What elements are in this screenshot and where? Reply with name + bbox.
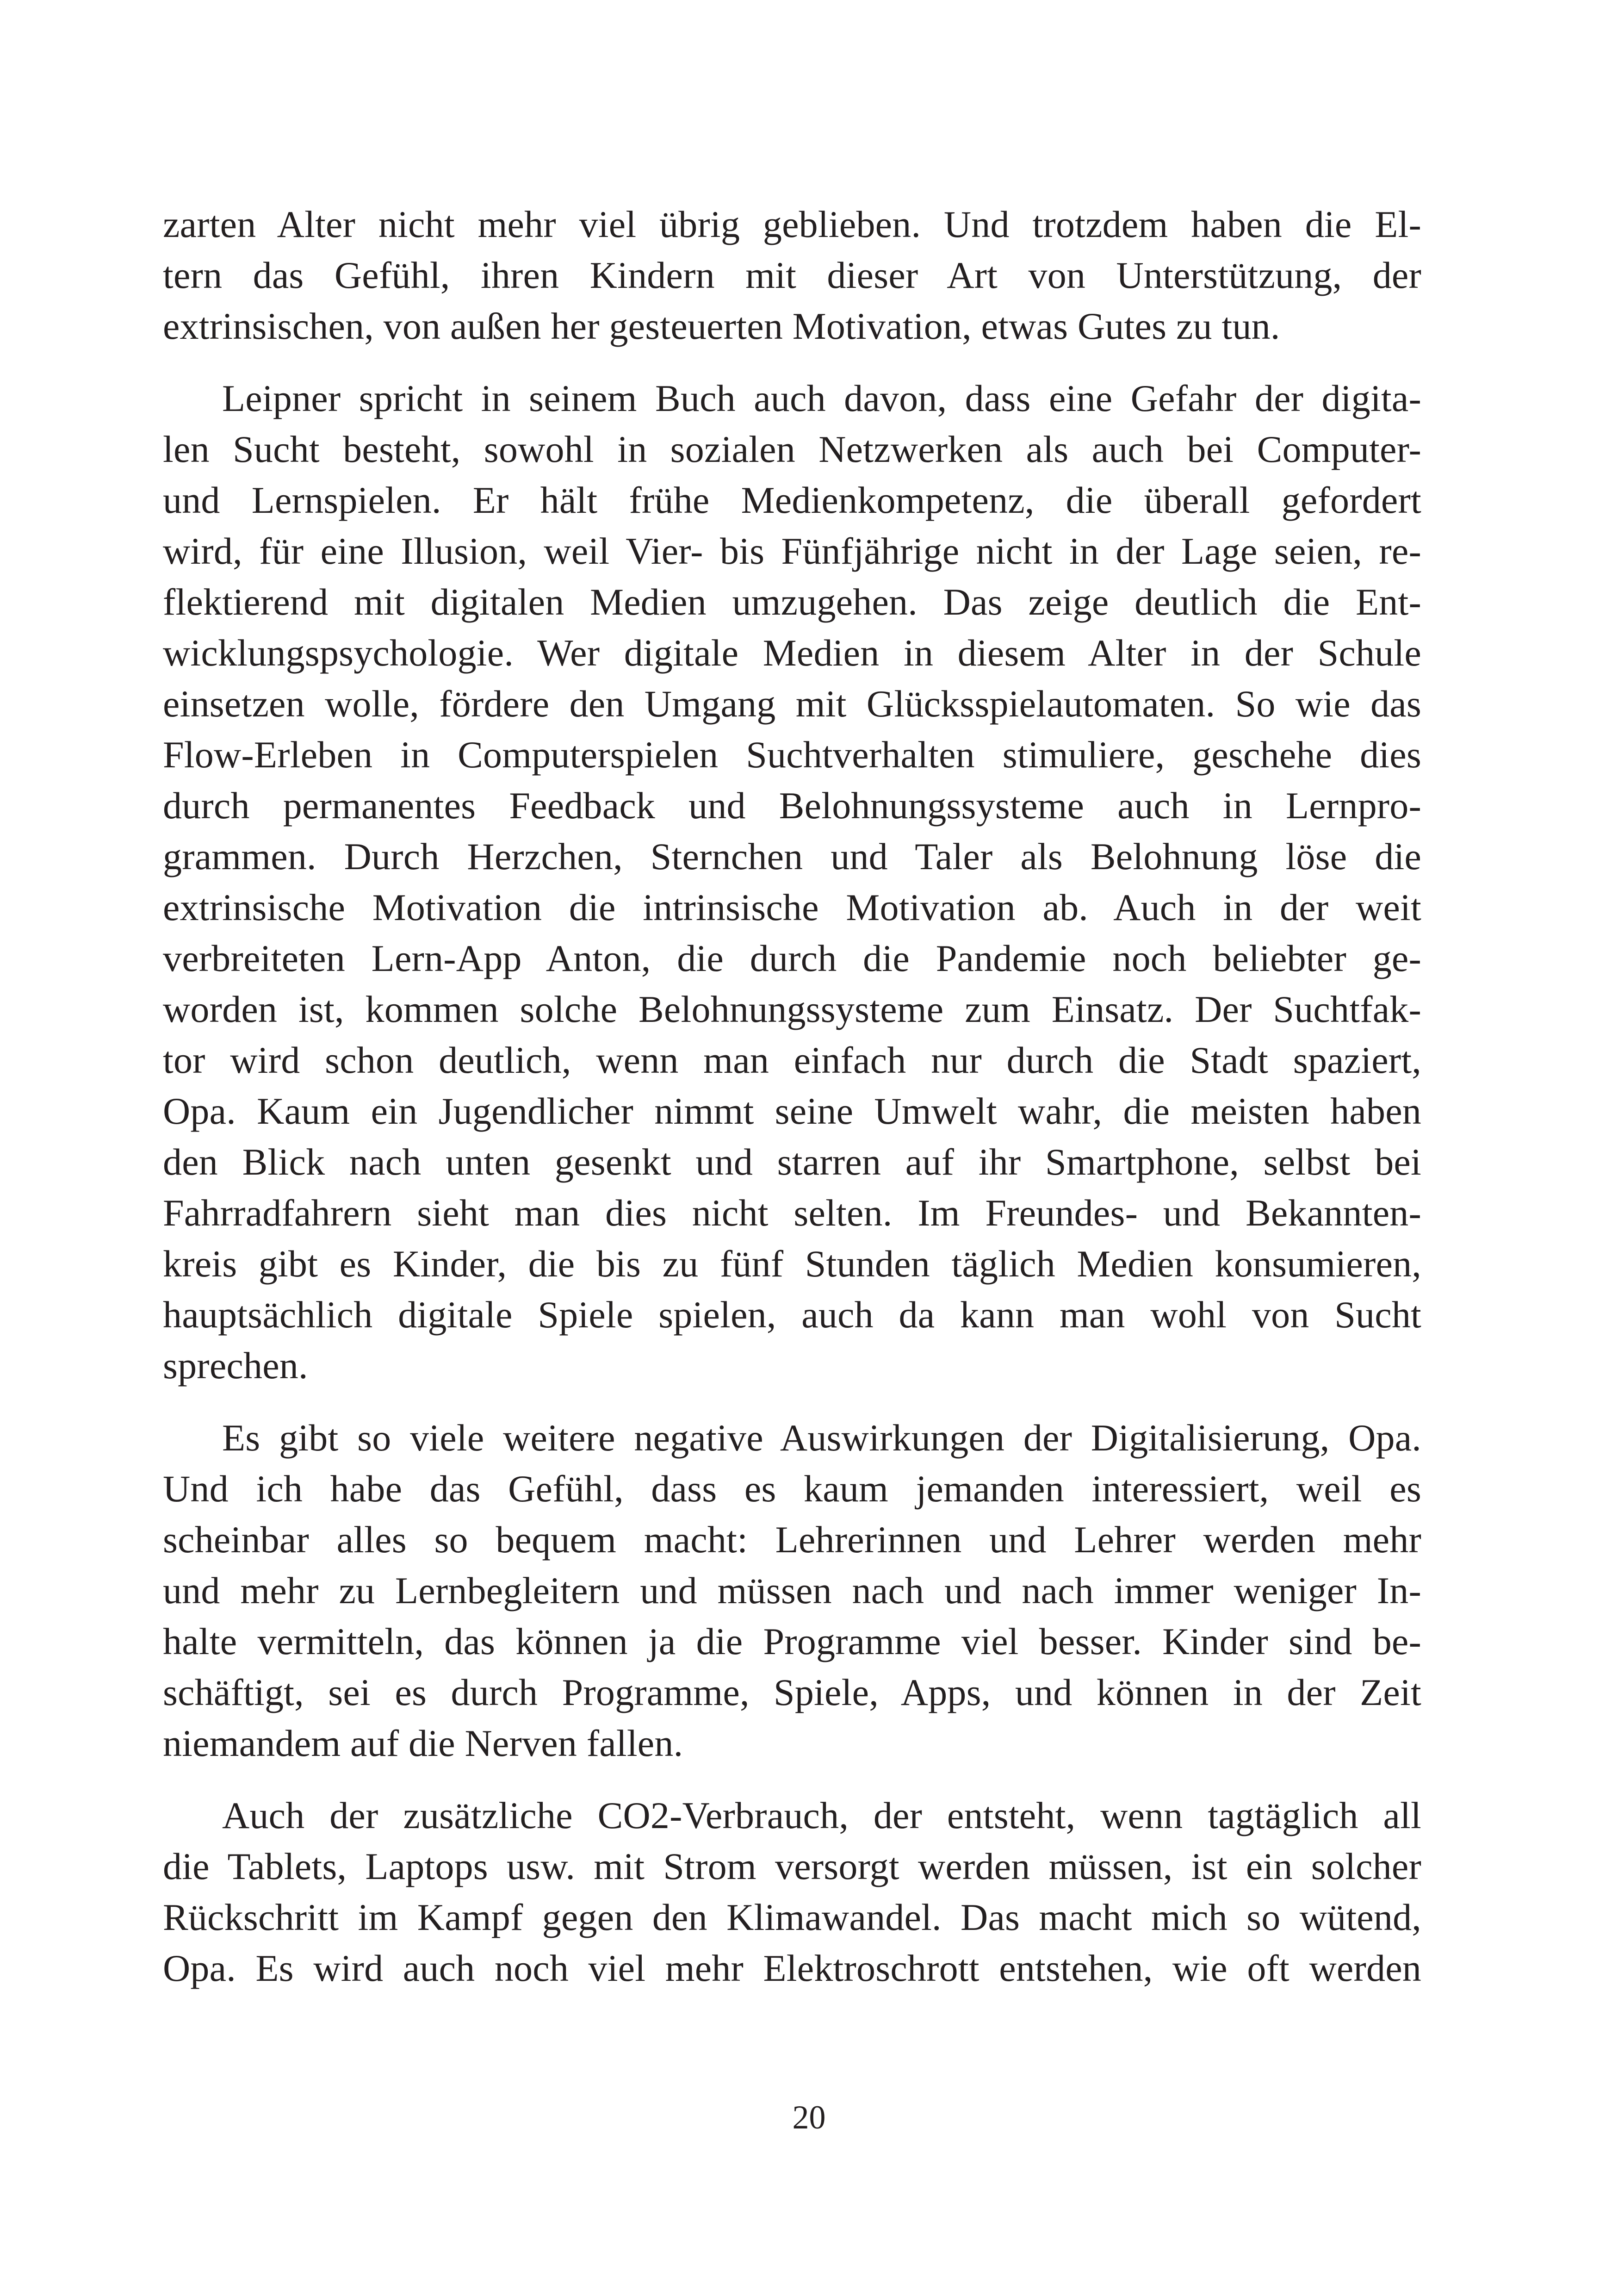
text-line: wird, für eine Illusion, weil Vier- bis Fünfjährige nicht in der Lage seien, re- xyxy=(163,530,1421,572)
paragraph xyxy=(163,1412,1421,1769)
text-line: grammen. Durch Herzchen, Sternchen und Taler als Belohnung löse die xyxy=(163,835,1421,877)
text-line: Opa. Es wird auch noch viel mehr Elektroschrott entstehen, wie oft werden xyxy=(163,1947,1421,1989)
text-line: Auch der zusätzliche CO2-Verbrauch, der entsteht, wenn tagtäglich all xyxy=(222,1794,1421,1836)
text-line: Und ich habe das Gefühl, dass es kaum jemanden interessiert, weil es xyxy=(163,1468,1421,1510)
text-line: halte vermitteln, das können ja die Programme viel besser. Kinder sind be- xyxy=(163,1620,1421,1662)
text-line: und Lernspielen. Er hält frühe Medienkompetenz, die überall gefordert xyxy=(163,479,1421,521)
text-line: einsetzen wolle, fördere den Umgang mit Glücksspielautomaten. So wie das xyxy=(163,683,1421,725)
text-line: Leipner spricht in seinem Buch auch davon, dass eine Gefahr der digita- xyxy=(222,377,1421,419)
text-line: scheinbar alles so bequem macht: Lehrerinnen und Lehrer werden mehr xyxy=(163,1518,1421,1561)
text-line: worden ist, kommen solche Belohnungssysteme zum Einsatz. Der Suchtfak- xyxy=(163,988,1421,1030)
text-line: schäftigt, sei es durch Programme, Spiele, Apps, und können in der Zeit xyxy=(163,1671,1421,1713)
text-line: und mehr zu Lernbegleitern und müssen nach und nach immer weniger In- xyxy=(163,1569,1421,1612)
text-line: Opa. Kaum ein Jugendlicher nimmt seine Umwelt wahr, die meisten haben xyxy=(163,1090,1421,1132)
text-line: die Tablets, Laptops usw. mit Strom versorgt werden müssen, ist ein solcher xyxy=(163,1845,1421,1887)
text-line: tern das Gefühl, ihren Kindern mit dieser Art von Unterstützung, der xyxy=(163,254,1421,296)
text-line: tor wird schon deutlich, wenn man einfach nur durch die Stadt spaziert, xyxy=(163,1039,1421,1081)
text-line: sprechen. xyxy=(163,1344,308,1387)
text-line: extrinsische Motivation die intrinsische Motivation ab. Auch in der weit xyxy=(163,886,1421,928)
text-line: Es gibt so viele weitere negative Auswirkungen der Digitalisierung, Opa. xyxy=(222,1417,1421,1459)
text-line: durch permanentes Feedback und Belohnungssysteme auch in Lernpro- xyxy=(163,784,1421,827)
page-number: 20 xyxy=(792,2099,826,2136)
text-line: zarten Alter nicht mehr viel übrig geblieben. Und trotzdem haben die El- xyxy=(163,203,1421,245)
paragraph xyxy=(163,199,1421,352)
text-line: extrinsischen, von außen her gesteuerten Motivation, etwas Gutes zu tun. xyxy=(163,305,1280,347)
text-line: verbreiteten Lern-App Anton, die durch die Pandemie noch beliebter ge- xyxy=(163,937,1421,979)
text-line: len Sucht besteht, sowohl in sozialen Netzwerken als auch bei Computer- xyxy=(163,428,1421,470)
text-line: kreis gibt es Kinder, die bis zu fünf Stunden täglich Medien konsumieren, xyxy=(163,1243,1421,1285)
text-line: Flow-Erleben in Computerspielen Suchtverhalten stimuliere, geschehe dies xyxy=(163,734,1421,776)
text-line: den Blick nach unten gesenkt und starren auf ihr Smartphone, selbst bei xyxy=(163,1141,1421,1183)
text-line: flektierend mit digitalen Medien umzugehen. Das zeige deutlich die Ent- xyxy=(163,581,1421,623)
paragraph xyxy=(163,1790,1421,1994)
text-line: wicklungspsychologie. Wer digitale Medien in diesem Alter in der Schule xyxy=(163,632,1421,674)
paragraph xyxy=(163,373,1421,1391)
text-line: hauptsächlich digitale Spiele spielen, auch da kann man wohl von Sucht xyxy=(163,1294,1421,1336)
text-line: Fahrradfahrern sieht man dies nicht selten. Im Freundes- und Bekannten- xyxy=(163,1192,1421,1234)
text-line: Rückschritt im Kampf gegen den Klimawandel. Das macht mich so wütend, xyxy=(163,1896,1421,1938)
text-line: niemandem auf die Nerven fallen. xyxy=(163,1722,683,1764)
body-text xyxy=(163,199,1421,1994)
